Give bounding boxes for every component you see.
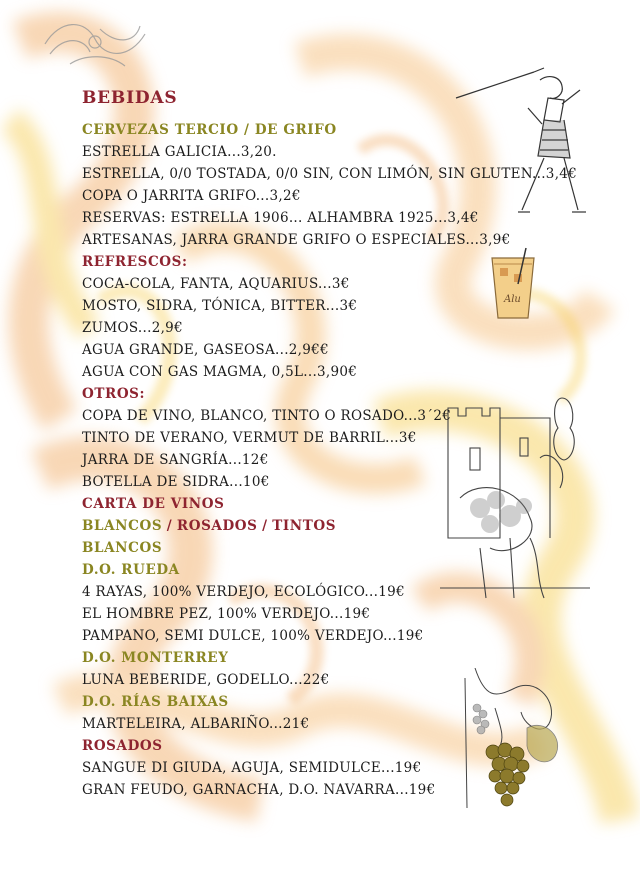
menu-item: MOSTO, SIDRA, TÓNICA, BITTER...3€ xyxy=(82,298,358,314)
menu-item: COCA-COLA, FANTA, AQUARIUS...3€ xyxy=(82,276,350,292)
menu-item: RESERVAS: ESTRELLA 1906... ALHAMBRA 1925...3,4€ xyxy=(82,210,479,226)
menu-item: EL HOMBRE PEZ, 100% VERDEJO...19€ xyxy=(82,606,371,622)
rosados-heading: ROSADOS xyxy=(82,738,163,754)
menu-item: BOTELLA DE SIDRA...10€ xyxy=(82,474,270,490)
menu-item: 4 RAYAS, 100% VERDEJO, ECOLÓGICO...19€ xyxy=(82,584,405,600)
wine-types xyxy=(82,518,336,534)
menu-item: TINTO DE VERANO, VERMUT DE BARRIL...3€ xyxy=(82,430,417,446)
knight-illustration xyxy=(452,60,612,220)
menu-item: SANGUE DI GIUDA, AGUJA, SEMIDULCE...19€ xyxy=(82,760,422,776)
rueda-heading: D.O. RUEDA xyxy=(82,562,180,578)
menu-item: ZUMOS...2,9€ xyxy=(82,320,183,336)
menu-item: LUNA BEBERIDE, GODELLO...22€ xyxy=(82,672,330,688)
menu-item: ARTESANAS, JARRA GRANDE GRIFO O ESPECIALES...3,9€ xyxy=(82,232,511,248)
wine-type-tintos: TINTOS xyxy=(272,518,337,534)
menu-item: AGUA GRANDE, GASEOSA...2,9€€ xyxy=(82,342,329,358)
grapes-illustration xyxy=(455,668,575,818)
menu-item: JARRA DE SANGRÍA...12€ xyxy=(82,452,269,468)
otros-heading: OTROS: xyxy=(82,386,146,402)
wine-type-rosados: ROSADOS xyxy=(176,518,258,534)
glass-illustration xyxy=(486,244,542,324)
rias-heading: D.O. RÍAS BAIXAS xyxy=(82,694,229,710)
cervezas-heading: CERVEZAS TERCIO / DE GRIFO xyxy=(82,122,337,138)
castle-illustration xyxy=(440,388,590,608)
menu-item: MARTELEIRA, ALBARIÑO...21€ xyxy=(82,716,310,732)
menu-title: BEBIDAS xyxy=(82,88,178,108)
menu-item: ESTRELLA, 0/0 TOSTADA, 0/0 SIN, CON LIMÓN, SIN GLUTEN...3,4€ xyxy=(82,166,578,182)
monterrey-heading: D.O. MONTERREY xyxy=(82,650,229,666)
ornament-illustration xyxy=(40,14,150,74)
menu-item: COPA O JARRITA GRIFO...3,2€ xyxy=(82,188,301,204)
menu-item: COPA DE VINO, BLANCO, TINTO O ROSADO...3´2€ xyxy=(82,408,452,424)
menu-item: ESTRELLA GALICIA...3,20. xyxy=(82,144,277,160)
wine-type-sep: / xyxy=(262,518,268,534)
menu-item: AGUA CON GAS MAGMA, 0,5L...3,90€ xyxy=(82,364,358,380)
menu-item: PAMPANO, SEMI DULCE, 100% VERDEJO...19€ xyxy=(82,628,424,644)
wine-type-blancos: BLANCOS xyxy=(82,518,163,534)
blancos-heading: BLANCOS xyxy=(82,540,163,556)
wine-type-sep: / xyxy=(166,518,173,534)
vinos-heading: CARTA DE VINOS xyxy=(82,496,225,512)
menu-item: GRAN FEUDO, GARNACHA, D.O. NAVARRA...19€ xyxy=(82,782,436,798)
refrescos-heading: REFRESCOS: xyxy=(82,254,188,270)
glass-label: Alu xyxy=(504,294,521,305)
